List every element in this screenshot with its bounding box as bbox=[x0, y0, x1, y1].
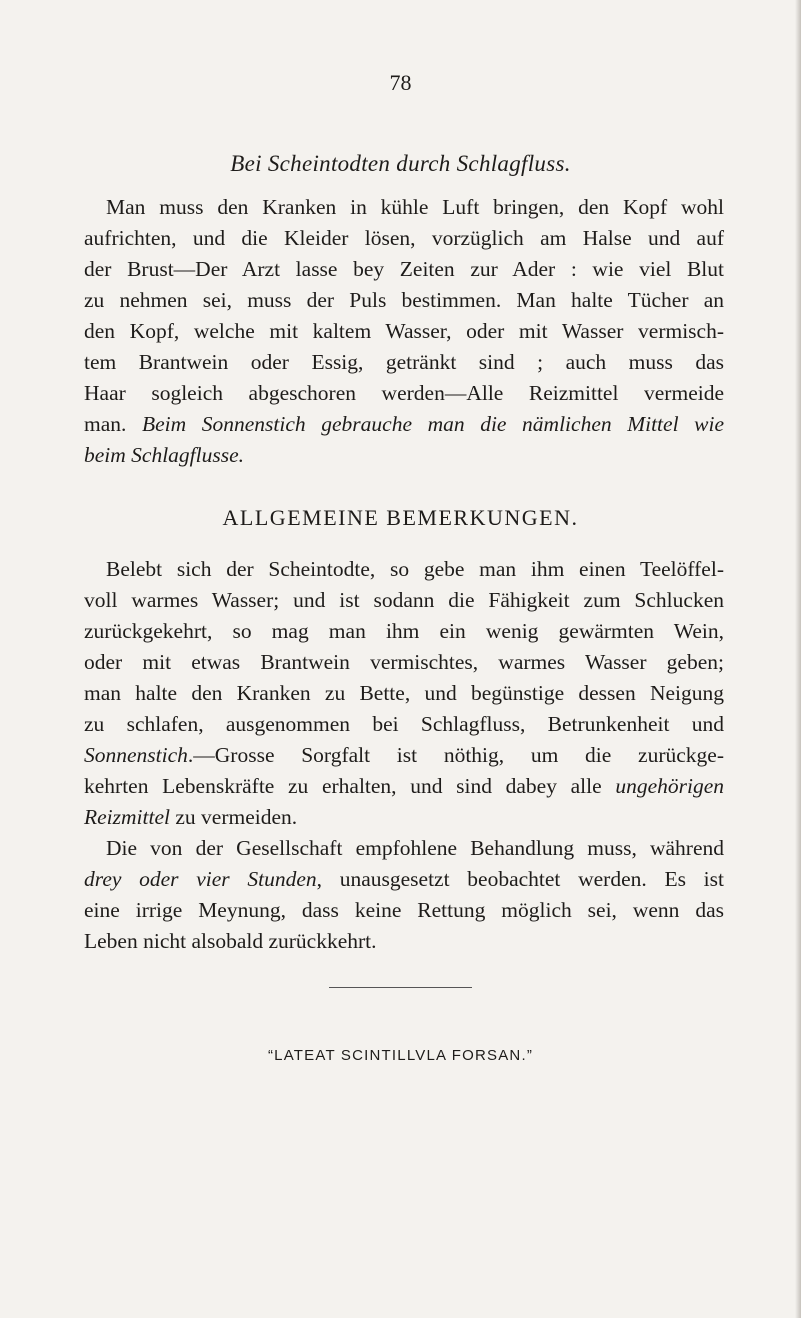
text-line: oder mit etwas Brantwein vermischtes, warmes Wasser geben; bbox=[84, 650, 724, 674]
text-run: .—Grosse Sorgfalt ist nöthig, um die zurückge- bbox=[187, 743, 724, 767]
italic-run: beim Schlagflusse. bbox=[84, 443, 245, 467]
text-line: den Kopf, welche mit kaltem Wasser, oder mit Wasser vermisch- bbox=[84, 319, 724, 343]
motto: “LATEAT SCINTILLVLA FORSAN.” bbox=[267, 1047, 534, 1064]
text-run: zu vermeiden. bbox=[169, 805, 298, 829]
paragraph-apoplexy bbox=[84, 192, 724, 471]
text-run: , unausgesetzt beobachtet werden. Es ist bbox=[316, 867, 724, 891]
text-line: zu nehmen sei, muss der Puls bestimmen. Man halte Tücher an bbox=[84, 288, 724, 312]
general-remarks-heading: ALLGEMEINE BEMERKUNGEN. bbox=[222, 505, 579, 530]
text-line bbox=[84, 771, 724, 802]
text-line: Belebt sich der Scheintodte, so gebe man ihm einen Teelöffel- bbox=[106, 557, 724, 581]
text-line: Leben nicht alsobald zurückkehrt. bbox=[84, 929, 377, 953]
text-run: kehrten Lebenskräfte zu erhalten, und sind dabey alle bbox=[84, 774, 616, 798]
italic-run: drey oder vier Stunden bbox=[84, 867, 317, 891]
text-line: eine irrige Meynung, dass keine Rettung möglich sei, wenn das bbox=[84, 898, 724, 922]
paragraph-general-remarks bbox=[84, 554, 724, 833]
text-line bbox=[84, 802, 724, 833]
page-number: 78 bbox=[389, 70, 412, 95]
italic-run: Sonnenstich bbox=[84, 743, 188, 767]
text-line bbox=[84, 409, 724, 440]
text-line: voll warmes Wasser; und ist sodann die Fähigkeit zum Schlucken bbox=[84, 588, 724, 612]
text-line: Haar sogleich abgeschoren werden—Alle Reizmittel vermeide bbox=[84, 381, 724, 405]
text-line: Man muss den Kranken in kühle Luft bringen, den Kopf wohl bbox=[106, 195, 724, 219]
page-edge-shadow bbox=[795, 0, 801, 1318]
italic-run: ungehörigen bbox=[615, 774, 724, 798]
text-line: zu schlafen, ausgenommen bei Schlagfluss, Betrunkenheit und bbox=[84, 712, 724, 736]
text-line: aufrichten, und die Kleider lösen, vorzüglich am Halse und auf bbox=[84, 226, 724, 250]
italic-run: Reizmittel bbox=[84, 805, 170, 829]
section-title: Bei Scheintodten durch Schlagfluss. bbox=[230, 151, 571, 176]
text-line bbox=[84, 440, 724, 471]
text-line: tem Brantwein oder Essig, getränkt sind ; auch muss das bbox=[84, 350, 724, 374]
section-divider bbox=[329, 987, 472, 988]
text-line: Die von der Gesellschaft empfohlene Behandlung muss, während bbox=[106, 836, 724, 860]
text-line: der Brust—Der Arzt lasse bey Zeiten zur Ader : wie viel Blut bbox=[84, 257, 724, 281]
text-run: man. bbox=[84, 412, 142, 436]
text-line bbox=[84, 740, 724, 771]
text-line bbox=[84, 864, 724, 895]
paragraph-treatment-duration bbox=[84, 833, 724, 957]
text-line: man halte den Kranken zu Bette, und begünstige dessen Neigung bbox=[84, 681, 724, 705]
italic-run: Beim Sonnenstich gebrauche man die nämlichen Mittel wie bbox=[141, 412, 724, 436]
text-line: zurückgekehrt, so mag man ihm ein wenig gewärmten Wein, bbox=[84, 619, 724, 643]
